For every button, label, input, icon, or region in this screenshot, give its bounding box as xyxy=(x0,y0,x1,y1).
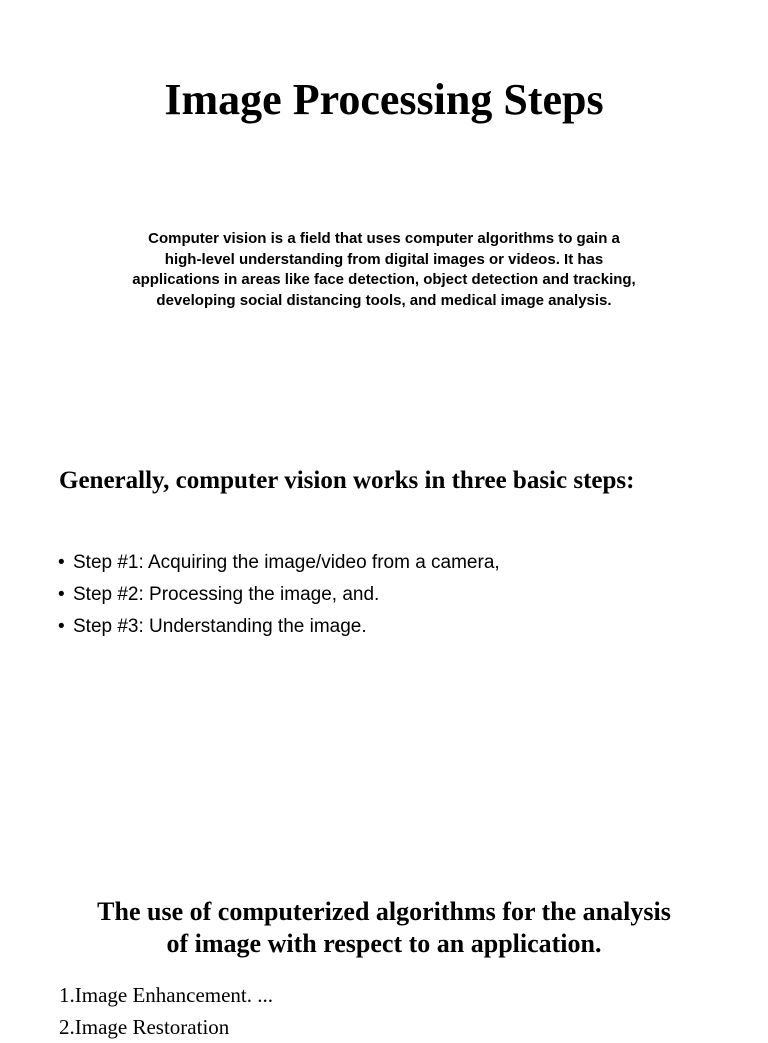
page-title: Image Processing Steps xyxy=(164,75,604,124)
list-item xyxy=(58,612,500,644)
step-text: Step #3: Understanding the image. xyxy=(73,616,367,637)
step-text: Step #1: Acquiring the image/video from a camera, xyxy=(73,552,500,573)
list-item xyxy=(58,548,500,580)
list-item xyxy=(58,580,500,612)
intro-line: high-level understanding from digital images or videos. It has xyxy=(164,250,604,268)
section-heading xyxy=(34,896,734,960)
section-heading-line: of image with respect to an application. xyxy=(166,929,602,958)
list-item: 2.Image Restoration xyxy=(59,1015,230,1039)
intro-paragraph xyxy=(84,229,684,311)
section-heading-line: The use of computerized algorithms for the analysis xyxy=(97,897,671,926)
step-text: Step #2: Processing the image, and. xyxy=(73,584,380,605)
steps-list xyxy=(58,548,500,644)
intro-line: Computer vision is a field that uses computer algorithms to gain a xyxy=(148,230,620,247)
intro-line: developing social distancing tools, and medical image analysis. xyxy=(156,291,612,309)
numbered-list xyxy=(59,979,273,1043)
steps-heading: Generally, computer vision works in three basic steps: xyxy=(59,467,635,494)
list-item: 1.Image Enhancement. ... xyxy=(59,983,273,1007)
bullet-icon: • xyxy=(58,584,65,605)
bullet-icon: • xyxy=(58,552,65,573)
intro-line: applications in areas like face detection, object detection and tracking, xyxy=(132,271,636,288)
bullet-icon: • xyxy=(58,616,65,637)
